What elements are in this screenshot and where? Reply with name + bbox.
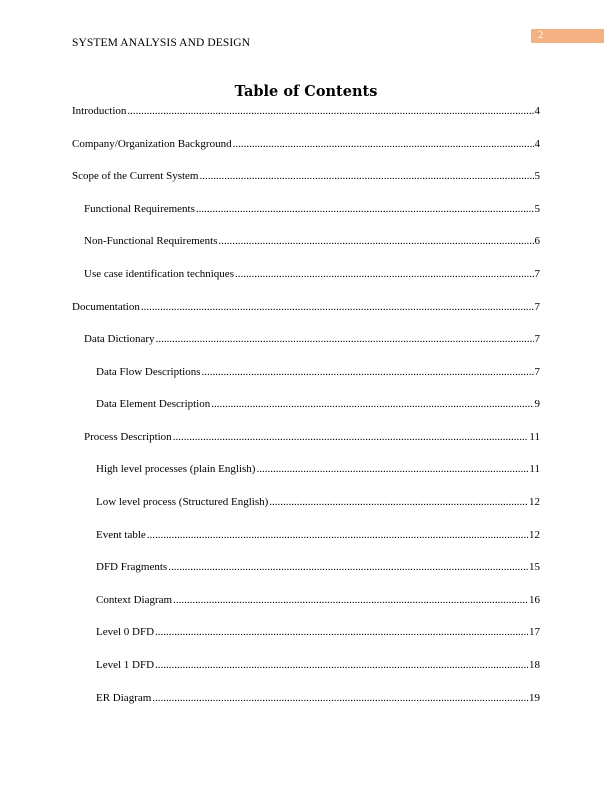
toc-entry-page: 12 xyxy=(529,496,540,508)
dot-leader xyxy=(168,560,528,574)
toc-entry-label: Level 1 DFD xyxy=(96,659,155,671)
toc-entry-high-level-processes[interactable] xyxy=(96,462,540,476)
toc-entry-page: 18 xyxy=(529,659,540,671)
dot-leader xyxy=(152,691,528,705)
toc-entry-data-element-description[interactable] xyxy=(96,397,540,411)
page-number: 2 xyxy=(531,29,604,43)
toc-entry-scope[interactable] xyxy=(72,169,540,183)
toc-entry-page: 9 xyxy=(534,398,540,410)
toc-entry-functional-requirements[interactable] xyxy=(84,202,540,216)
dot-leader xyxy=(219,234,534,248)
running-title: SYSTEM ANALYSIS AND DESIGN xyxy=(72,37,251,49)
dot-leader xyxy=(201,365,533,379)
toc-entry-label: Introduction xyxy=(72,105,127,117)
toc-entry-page: 11 xyxy=(529,463,540,475)
toc-entry-label: Non-Functional Requirements xyxy=(84,235,218,247)
toc-entry-page: 7 xyxy=(534,366,540,378)
toc-entry-dfd-fragments[interactable] xyxy=(96,560,540,574)
dot-leader xyxy=(173,593,528,607)
toc-entry-label: Use case identification techniques xyxy=(84,268,234,280)
toc-entry-page: 11 xyxy=(529,431,540,443)
toc-entry-label: ER Diagram xyxy=(96,692,152,704)
toc-entry-page: 5 xyxy=(534,203,540,215)
toc-entry-label: Low level process (Structured English) xyxy=(96,496,269,508)
toc-entry-process-description[interactable] xyxy=(84,430,540,444)
toc-title: Table of Contents xyxy=(234,83,378,100)
toc-entry-page: 19 xyxy=(529,692,540,704)
dot-leader xyxy=(155,625,528,639)
toc-entry-use-case-techniques[interactable] xyxy=(84,267,540,281)
toc-entry-introduction[interactable] xyxy=(72,104,540,118)
dot-leader xyxy=(256,462,528,476)
toc-entry-page: 7 xyxy=(534,268,540,280)
toc-entry-page: 5 xyxy=(534,170,540,182)
toc-entry-label: Documentation xyxy=(72,301,140,313)
toc-entry-data-flow-descriptions[interactable] xyxy=(96,365,540,379)
toc-entry-label: Scope of the Current System xyxy=(72,170,199,182)
toc-entry-label: Company/Organization Background xyxy=(72,138,232,150)
toc-entry-label: Data Flow Descriptions xyxy=(96,366,201,378)
toc-entry-company-background[interactable] xyxy=(72,137,540,151)
toc-entry-documentation[interactable] xyxy=(72,300,540,314)
toc-entry-data-dictionary[interactable] xyxy=(84,332,540,346)
toc-entry-er-diagram[interactable] xyxy=(96,691,540,705)
toc-entry-low-level-process[interactable] xyxy=(96,495,540,509)
dot-leader xyxy=(233,137,534,151)
toc-entry-level-0-dfd[interactable] xyxy=(96,625,540,639)
dot-leader xyxy=(196,202,534,216)
toc-entry-event-table[interactable] xyxy=(96,528,540,542)
toc-entry-page: 4 xyxy=(534,138,540,150)
toc-entry-label: Data Element Description xyxy=(96,398,211,410)
dot-leader xyxy=(141,300,534,314)
toc-entry-context-diagram[interactable] xyxy=(96,593,540,607)
toc-entry-page: 12 xyxy=(529,529,540,541)
toc-entry-level-1-dfd[interactable] xyxy=(96,658,540,672)
toc-entry-page: 4 xyxy=(534,105,540,117)
toc-entry-label: Event table xyxy=(96,529,146,541)
dot-leader xyxy=(147,528,528,542)
dot-leader xyxy=(235,267,534,281)
toc-entry-page: 15 xyxy=(529,561,540,573)
toc-entry-label: High level processes (plain English) xyxy=(96,463,256,475)
toc-entry-page: 17 xyxy=(529,626,540,638)
dot-leader xyxy=(211,397,533,411)
dot-leader xyxy=(155,658,528,672)
toc-entry-label: Functional Requirements xyxy=(84,203,195,215)
dot-leader xyxy=(199,169,533,183)
toc-entry-non-functional-requirements[interactable] xyxy=(84,234,540,248)
dot-leader xyxy=(173,430,529,444)
toc-entry-page: 7 xyxy=(534,301,540,313)
dot-leader xyxy=(127,104,533,118)
toc-entry-page: 7 xyxy=(534,333,540,345)
toc-entry-page: 6 xyxy=(534,235,540,247)
dot-leader xyxy=(269,495,528,509)
toc-entry-label: DFD Fragments xyxy=(96,561,168,573)
toc-entry-label: Context Diagram xyxy=(96,594,173,606)
toc-entry-label: Process Description xyxy=(84,431,172,443)
toc-entry-label: Level 0 DFD xyxy=(96,626,155,638)
toc-entry-label: Data Dictionary xyxy=(84,333,155,345)
toc-entry-page: 16 xyxy=(529,594,540,606)
dot-leader xyxy=(156,332,534,346)
